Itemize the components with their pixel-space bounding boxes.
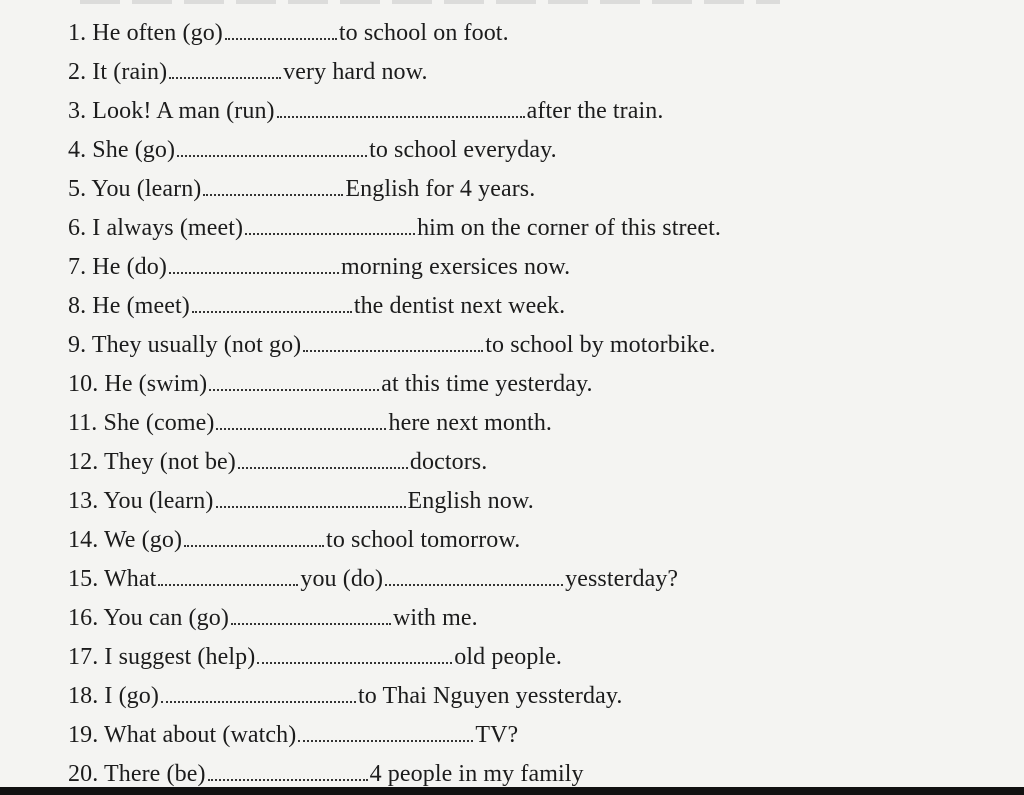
exercise-item bbox=[68, 248, 968, 287]
answer-blank[interactable] bbox=[257, 644, 452, 664]
exercise-continuation: to school everyday. bbox=[369, 137, 557, 163]
exercise-prompt: 15. What bbox=[68, 566, 157, 592]
exercise-continuation: at this time yesterday. bbox=[381, 371, 593, 397]
exercise-prompt: 10. He (swim) bbox=[68, 371, 208, 397]
answer-blank[interactable] bbox=[192, 293, 352, 313]
answer-blank[interactable] bbox=[169, 59, 281, 79]
answer-blank[interactable] bbox=[216, 488, 406, 508]
exercise-item bbox=[68, 716, 968, 755]
answer-blank[interactable] bbox=[158, 566, 298, 586]
exercise-continuation: English for 4 years. bbox=[345, 176, 536, 202]
answer-blank[interactable] bbox=[161, 683, 356, 703]
exercise-item bbox=[68, 638, 968, 677]
answer-blank[interactable] bbox=[216, 410, 386, 430]
answer-blank[interactable] bbox=[225, 20, 337, 40]
exercise-continuation: to school on foot. bbox=[338, 20, 509, 46]
exercise-continuation: TV? bbox=[475, 722, 519, 748]
exercise-continuation: him on the corner of this street. bbox=[417, 215, 721, 241]
cropped-top-text bbox=[80, 0, 780, 4]
exercise-continuation: the dentist next week. bbox=[353, 293, 566, 319]
exercise-continuation: very hard now. bbox=[283, 59, 428, 85]
exercise-continuation: here next month. bbox=[388, 410, 553, 436]
exercise-continuation: morning exersices now. bbox=[340, 254, 571, 280]
exercise-item bbox=[68, 326, 968, 365]
exercise-item bbox=[68, 365, 968, 404]
exercise-item bbox=[68, 131, 968, 170]
exercise-prompt: 13. You (learn) bbox=[68, 488, 214, 514]
exercise-prompt: 7. He (do) bbox=[68, 254, 167, 280]
exercise-prompt: 8. He (meet) bbox=[68, 293, 190, 319]
exercise-continuation: to Thai Nguyen yessterday. bbox=[357, 683, 623, 709]
answer-blank[interactable] bbox=[169, 254, 339, 274]
answer-blank[interactable] bbox=[298, 722, 473, 742]
exercise-item bbox=[68, 482, 968, 521]
exercise-prompt: 6. I always (meet) bbox=[68, 215, 244, 241]
exercise-continuation: you (do) bbox=[300, 566, 384, 592]
exercise-list bbox=[68, 14, 968, 794]
answer-blank[interactable] bbox=[385, 566, 563, 586]
exercise-continuation: old people. bbox=[454, 644, 563, 670]
exercise-prompt: 18. I (go) bbox=[68, 683, 159, 709]
exercise-item bbox=[68, 170, 968, 209]
exercise-item bbox=[68, 521, 968, 560]
exercise-prompt: 3. Look! A man (run) bbox=[68, 98, 275, 124]
exercise-continuation: doctors. bbox=[409, 449, 488, 475]
exercise-prompt: 2. It (rain) bbox=[68, 59, 168, 85]
bottom-border bbox=[0, 787, 1024, 795]
answer-blank[interactable] bbox=[208, 761, 368, 781]
exercise-prompt: 1. He often (go) bbox=[68, 20, 223, 46]
exercise-prompt: 12. They (not be) bbox=[68, 449, 236, 475]
exercise-prompt: 5. You (learn) bbox=[68, 176, 202, 202]
exercise-item bbox=[68, 209, 968, 248]
exercise-prompt: 4. She (go) bbox=[68, 137, 176, 163]
answer-blank[interactable] bbox=[303, 332, 483, 352]
exercise-continuation: to school tomorrow. bbox=[326, 527, 521, 553]
exercise-prompt: 20. There (be) bbox=[68, 761, 206, 787]
exercise-continuation: to school by motorbike. bbox=[485, 332, 716, 358]
exercise-continuation: yessterday? bbox=[565, 566, 679, 592]
exercise-prompt: 19. What about (watch) bbox=[68, 722, 297, 748]
answer-blank[interactable] bbox=[277, 98, 525, 118]
exercise-item bbox=[68, 677, 968, 716]
exercise-prompt: 9. They usually (not go) bbox=[68, 332, 302, 358]
answer-blank[interactable] bbox=[245, 215, 415, 235]
exercise-continuation: English now. bbox=[407, 488, 534, 514]
exercise-item bbox=[68, 443, 968, 482]
answer-blank[interactable] bbox=[177, 137, 367, 157]
exercise-item bbox=[68, 92, 968, 131]
exercise-item bbox=[68, 14, 968, 53]
answer-blank[interactable] bbox=[184, 527, 324, 547]
exercise-continuation: 4 people in my family bbox=[369, 761, 584, 787]
exercise-item bbox=[68, 404, 968, 443]
exercise-prompt: 17. I suggest (help) bbox=[68, 644, 256, 670]
exercise-prompt: 16. You can (go) bbox=[68, 605, 229, 631]
answer-blank[interactable] bbox=[209, 371, 379, 391]
exercise-continuation: with me. bbox=[392, 605, 478, 631]
exercise-item bbox=[68, 53, 968, 92]
answer-blank[interactable] bbox=[231, 605, 391, 625]
exercise-item bbox=[68, 599, 968, 638]
exercise-item bbox=[68, 287, 968, 326]
exercise-prompt: 11. She (come) bbox=[68, 410, 215, 436]
answer-blank[interactable] bbox=[203, 176, 343, 196]
exercise-prompt: 14. We (go) bbox=[68, 527, 183, 553]
answer-blank[interactable] bbox=[238, 449, 408, 469]
exercise-continuation: after the train. bbox=[526, 98, 664, 124]
exercise-item bbox=[68, 560, 968, 599]
